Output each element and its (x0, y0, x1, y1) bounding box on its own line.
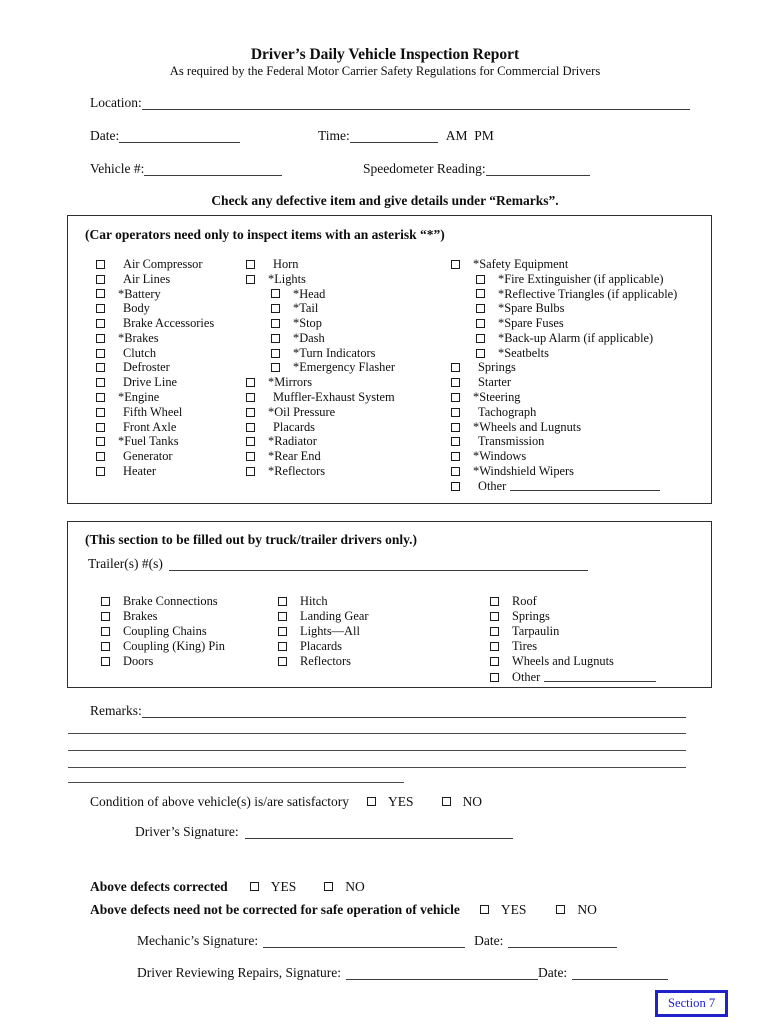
checklist-item (451, 479, 677, 494)
checkbox[interactable] (451, 452, 460, 461)
driver-reviewing-signature-line (346, 976, 538, 980)
checklist-item (476, 316, 677, 331)
mechanic-signature-label: Mechanic’s Signature: (137, 933, 259, 948)
checkbox[interactable] (96, 289, 105, 298)
mechanic-signature-row (137, 933, 617, 948)
driver-reviewing-label: Driver Reviewing Repairs, Signature: (137, 965, 341, 980)
checkbox[interactable] (246, 378, 255, 387)
checkbox[interactable] (96, 363, 105, 372)
checklist-item (246, 420, 395, 435)
defects-corrected-no-checkbox[interactable] (324, 882, 333, 891)
checklist-item (246, 375, 395, 390)
section2-column3 (490, 594, 656, 685)
checklist-item-label: *Battery (118, 286, 161, 301)
defects-corrected-label: Above defects corrected (90, 879, 228, 894)
checklist-item-label: Wheels and Lugnuts (512, 654, 614, 669)
defects-corrected-row (90, 879, 365, 894)
page-title: Driver’s Daily Vehicle Inspection Report (250, 46, 520, 63)
checklist-item-label: *Safety Equipment (473, 256, 569, 271)
checklist-item (451, 435, 677, 450)
checkbox[interactable] (96, 423, 105, 432)
checklist-item (96, 405, 214, 420)
driver-reviewing-date-label: Date: (537, 965, 568, 980)
checklist-item (451, 390, 677, 405)
checklist-item (246, 405, 395, 420)
vehicle-row (90, 161, 282, 176)
checklist-item (271, 361, 395, 376)
checkbox[interactable] (476, 349, 485, 358)
checkbox[interactable] (96, 393, 105, 402)
checklist-item-label: Other (478, 478, 507, 493)
checklist-item (451, 361, 677, 376)
condition-yes-label: YES (388, 794, 414, 809)
checklist-item (101, 594, 225, 609)
checkbox[interactable] (101, 597, 110, 606)
checklist-item (490, 654, 656, 669)
ampm-label: AM PM (445, 128, 494, 143)
checkbox[interactable] (476, 275, 485, 284)
checklist-item-label: *Back-up Alarm (if applicable) (498, 330, 654, 345)
checkbox[interactable] (96, 304, 105, 313)
checklist-item (278, 639, 368, 654)
remarks-blank-line (68, 750, 686, 751)
driver-signature-row (135, 824, 513, 839)
checklist-item (451, 405, 677, 420)
checklist-item-label: *Oil Pressure (268, 404, 336, 419)
checklist-item-label: Placards (300, 639, 342, 654)
checklist-item-label: Other (512, 669, 541, 684)
checklist-item (451, 257, 677, 272)
condition-no-checkbox[interactable] (442, 797, 451, 806)
checkbox[interactable] (451, 437, 460, 446)
instruction-text: Check any defective item and give details under “Remarks”. (211, 193, 559, 208)
trailer-blank-line (169, 567, 588, 571)
checklist-item-label: Front Axle (123, 419, 177, 434)
checkbox[interactable] (490, 657, 499, 666)
checklist-item (278, 609, 368, 624)
driver-reviewing-row (137, 965, 668, 980)
checkbox[interactable] (246, 393, 255, 402)
checklist-item-label: *Spare Fuses (498, 316, 564, 331)
checklist-item (96, 272, 214, 287)
checkbox[interactable] (476, 334, 485, 343)
checklist-item-label: Fifth Wheel (123, 404, 183, 419)
checkbox[interactable] (246, 275, 255, 284)
page-subtitle: As required by the Federal Motor Carrier Safety Regulations for Commercial Drivers (169, 64, 601, 78)
checklist-item-label: *Head (293, 286, 326, 301)
checklist-item (451, 449, 677, 464)
checklist-item (96, 287, 214, 302)
condition-row (90, 794, 482, 809)
checkbox[interactable] (246, 467, 255, 476)
checklist-item-label: *Fire Extinguisher (if applicable) (498, 271, 664, 286)
checkbox[interactable] (278, 642, 287, 651)
remarks-blank-line (68, 767, 686, 768)
driver-signature-label: Driver’s Signature: (135, 824, 239, 839)
checkbox[interactable] (101, 627, 110, 636)
checklist-item-label: *Windows (473, 449, 527, 464)
checklist-item (96, 435, 214, 450)
checklist-item-label: Landing Gear (300, 609, 369, 624)
checklist-item (96, 375, 214, 390)
checkbox[interactable] (96, 408, 105, 417)
checkbox[interactable] (278, 612, 287, 621)
condition-yes-checkbox[interactable] (367, 797, 376, 806)
checkbox[interactable] (451, 408, 460, 417)
checkbox[interactable] (271, 349, 280, 358)
checkbox[interactable] (451, 423, 460, 432)
checklist-item (476, 287, 677, 302)
checkbox[interactable] (278, 597, 287, 606)
checkbox[interactable] (246, 452, 255, 461)
time-row (318, 128, 528, 143)
checklist-item-label: *Engine (118, 390, 160, 405)
section2-column2 (278, 594, 368, 669)
checklist-item-label: Generator (123, 449, 173, 464)
checkbox[interactable] (96, 452, 105, 461)
checklist-item-label: Lights—All (300, 624, 360, 639)
checkbox[interactable] (451, 378, 460, 387)
checkbox[interactable] (278, 657, 287, 666)
location-label: Location: (90, 95, 142, 110)
section2-heading: (This section to be filled out by truck/trailer drivers only.) (85, 532, 417, 547)
defects-not-needed-row (90, 902, 597, 917)
location-row (90, 95, 690, 110)
checkbox[interactable] (490, 673, 499, 682)
speedometer-label: Speedometer Reading: (363, 161, 486, 176)
trailer-label: Trailer(s) #(s) (88, 556, 163, 571)
checklist-item-label: *Lights (268, 271, 306, 286)
time-blank-line (350, 139, 438, 143)
checklist-item-label: Defroster (123, 360, 170, 375)
defects-not-needed-no-checkbox[interactable] (556, 905, 565, 914)
time-label: Time: (318, 128, 350, 143)
section1-column3 (451, 257, 677, 494)
checklist-item (271, 331, 395, 346)
checklist-item-label: Springs (478, 360, 516, 375)
checkbox[interactable] (101, 657, 110, 666)
trailer-row (88, 556, 588, 571)
section2-box (67, 521, 712, 688)
checklist-item (246, 272, 395, 287)
checklist-item (246, 435, 395, 450)
checklist-item (246, 390, 395, 405)
checklist-item-label: *Stop (293, 316, 322, 331)
checkbox[interactable] (451, 260, 460, 269)
section1-heading: (Car operators need only to inspect items with an asterisk “*”) (85, 227, 445, 242)
checklist-item (246, 464, 395, 479)
checklist-item-label: Muffler-Exhaust System (273, 390, 395, 405)
condition-label: Condition of above vehicle(s) is/are satisfactory (90, 794, 350, 809)
checklist-item-label: *Fuel Tanks (118, 434, 179, 449)
defects-not-needed-yes-checkbox[interactable] (480, 905, 489, 914)
remarks-label: Remarks: (90, 703, 142, 718)
checklist-item-label: *Reflective Triangles (if applicable) (498, 286, 678, 301)
section1-column2 (246, 257, 395, 479)
checklist-item-label: *Steering (473, 390, 521, 405)
checklist-item (278, 594, 368, 609)
vehicle-blank-line (144, 172, 282, 176)
checklist-item (96, 346, 214, 361)
checklist-item (96, 390, 214, 405)
defects-corrected-yes-label: YES (270, 879, 297, 894)
checkbox[interactable] (271, 334, 280, 343)
checklist-item-label: *Seatbelts (498, 345, 549, 360)
checklist-item (271, 346, 395, 361)
checklist-item (278, 654, 368, 669)
checkbox[interactable] (490, 627, 499, 636)
checkbox[interactable] (96, 334, 105, 343)
checklist-item (490, 639, 656, 654)
checkbox[interactable] (96, 349, 105, 358)
checkbox[interactable] (96, 260, 105, 269)
checkbox[interactable] (101, 612, 110, 621)
checklist-item (271, 301, 395, 316)
driver-signature-line (245, 835, 513, 839)
checklist-item-label: *Rear End (268, 449, 321, 464)
mechanic-signature-line (263, 944, 465, 948)
checklist-item (476, 331, 677, 346)
checkbox[interactable] (271, 289, 280, 298)
checkbox[interactable] (490, 597, 499, 606)
checkbox[interactable] (96, 275, 105, 284)
checklist-item-label: Transmission (478, 434, 545, 449)
defects-not-needed-label: Above defects need not be corrected for safe operation of vehicle (90, 902, 460, 917)
speedometer-blank-line (486, 172, 590, 176)
remarks-row (90, 703, 686, 718)
checkbox[interactable] (490, 642, 499, 651)
checklist-item-label: *Brakes (118, 330, 159, 345)
checkbox[interactable] (476, 304, 485, 313)
mechanic-date-line (508, 944, 617, 948)
checklist-item-label: *Tail (293, 301, 319, 316)
checklist-item-label: Placards (273, 419, 315, 434)
remarks-blank-line (68, 733, 686, 734)
checklist-item-label: *Turn Indicators (293, 345, 376, 360)
checklist-item-label: *Wheels and Lugnuts (473, 419, 582, 434)
mechanic-date-label: Date: (474, 933, 504, 948)
checkbox[interactable] (271, 363, 280, 372)
checklist-item (271, 316, 395, 331)
checklist-item (96, 420, 214, 435)
checklist-item (490, 609, 656, 624)
condition-no-label: NO (462, 794, 483, 809)
checklist-item-label: Heater (123, 464, 157, 479)
other-blank-line (510, 481, 660, 491)
vehicle-number-label: Vehicle #: (90, 161, 145, 176)
checklist-item (490, 624, 656, 639)
checklist-item-label: Clutch (123, 345, 157, 360)
checklist-item-label: *Radiator (268, 434, 317, 449)
checklist-item (96, 449, 214, 464)
checklist-item-label: Springs (512, 609, 550, 624)
checkbox[interactable] (476, 319, 485, 328)
checklist-item (278, 624, 368, 639)
checklist-item (490, 669, 656, 684)
checkbox[interactable] (96, 319, 105, 328)
date-blank-line (119, 139, 240, 143)
checklist-item (96, 361, 214, 376)
checklist-item-label: Roof (512, 594, 537, 609)
checklist-item (96, 257, 214, 272)
checklist-item-label: *Reflectors (268, 464, 326, 479)
checklist-item (246, 257, 395, 272)
checklist-item (96, 301, 214, 316)
date-row (90, 128, 240, 143)
checklist-item-label: Coupling (King) Pin (123, 639, 225, 654)
checklist-item (246, 449, 395, 464)
checklist-item-label: Body (123, 301, 150, 316)
checkbox[interactable] (490, 612, 499, 621)
section2-column1 (101, 594, 225, 669)
other-blank-line (544, 672, 656, 682)
section-7-link[interactable]: Section 7 (655, 990, 728, 1017)
defects-not-needed-yes-label: YES (500, 902, 527, 917)
defects-not-needed-no-label: NO (577, 902, 597, 917)
checklist-item (451, 375, 677, 390)
checklist-item (271, 287, 395, 302)
checkbox[interactable] (451, 482, 460, 491)
checklist-item-label: Horn (273, 256, 299, 271)
checklist-item (490, 594, 656, 609)
checklist-item-label: Coupling Chains (123, 624, 207, 639)
checkbox[interactable] (476, 289, 485, 298)
checklist-item-label: *Windshield Wipers (473, 464, 574, 479)
checklist-item (96, 464, 214, 479)
checklist-item-label: Tarpaulin (512, 624, 560, 639)
checklist-item-label: *Dash (293, 330, 325, 345)
checklist-item (101, 624, 225, 639)
checklist-item (476, 272, 677, 287)
checklist-item (451, 420, 677, 435)
checklist-item-label: Tires (512, 639, 538, 654)
remarks-blank-line (142, 714, 686, 718)
checklist-item-label: *Emergency Flasher (293, 360, 395, 375)
checkbox[interactable] (96, 437, 105, 446)
defects-corrected-yes-checkbox[interactable] (250, 882, 259, 891)
checklist-item-label: Drive Line (123, 375, 178, 390)
checklist-item-label: Brakes (123, 609, 158, 624)
checklist-item (101, 654, 225, 669)
checklist-item (96, 316, 214, 331)
checklist-item-label: *Spare Bulbs (498, 301, 565, 316)
checklist-item-label: Air Lines (123, 271, 171, 286)
section1-column1 (96, 257, 214, 479)
driver-reviewing-date-line (572, 976, 668, 980)
checklist-item-label: *Mirrors (268, 375, 313, 390)
checkbox[interactable] (101, 642, 110, 651)
section1-box (67, 215, 712, 504)
checklist-item (96, 331, 214, 346)
checklist-item (451, 464, 677, 479)
location-blank-line (142, 106, 690, 110)
checkbox[interactable] (246, 260, 255, 269)
checklist-item-label: Air Compressor (123, 256, 203, 271)
remarks-blank-line-short (68, 782, 404, 783)
checklist-item-label: Brake Accessories (123, 316, 215, 331)
checkbox[interactable] (246, 408, 255, 417)
checklist-item (476, 346, 677, 361)
checklist-item (101, 609, 225, 624)
date-label: Date: (90, 128, 120, 143)
checklist-item-label: Hitch (300, 594, 328, 609)
checkbox[interactable] (278, 627, 287, 636)
checklist-item-label: Tachograph (478, 404, 537, 419)
checklist-item (476, 301, 677, 316)
checklist-item-label: Reflectors (300, 654, 351, 669)
checklist-item (101, 639, 225, 654)
checkbox[interactable] (96, 467, 105, 476)
checkbox[interactable] (246, 437, 255, 446)
defects-corrected-no-label: NO (345, 879, 365, 894)
checklist-item-label: Brake Connections (123, 594, 218, 609)
checkbox[interactable] (451, 393, 460, 402)
checkbox[interactable] (271, 304, 280, 313)
checklist-item-label: Doors (123, 654, 154, 669)
checkbox[interactable] (451, 363, 460, 372)
checkbox[interactable] (271, 319, 280, 328)
checklist-item-label: Starter (478, 375, 512, 390)
checkbox[interactable] (246, 423, 255, 432)
checkbox[interactable] (451, 467, 460, 476)
speedometer-row (363, 161, 590, 176)
checkbox[interactable] (96, 378, 105, 387)
